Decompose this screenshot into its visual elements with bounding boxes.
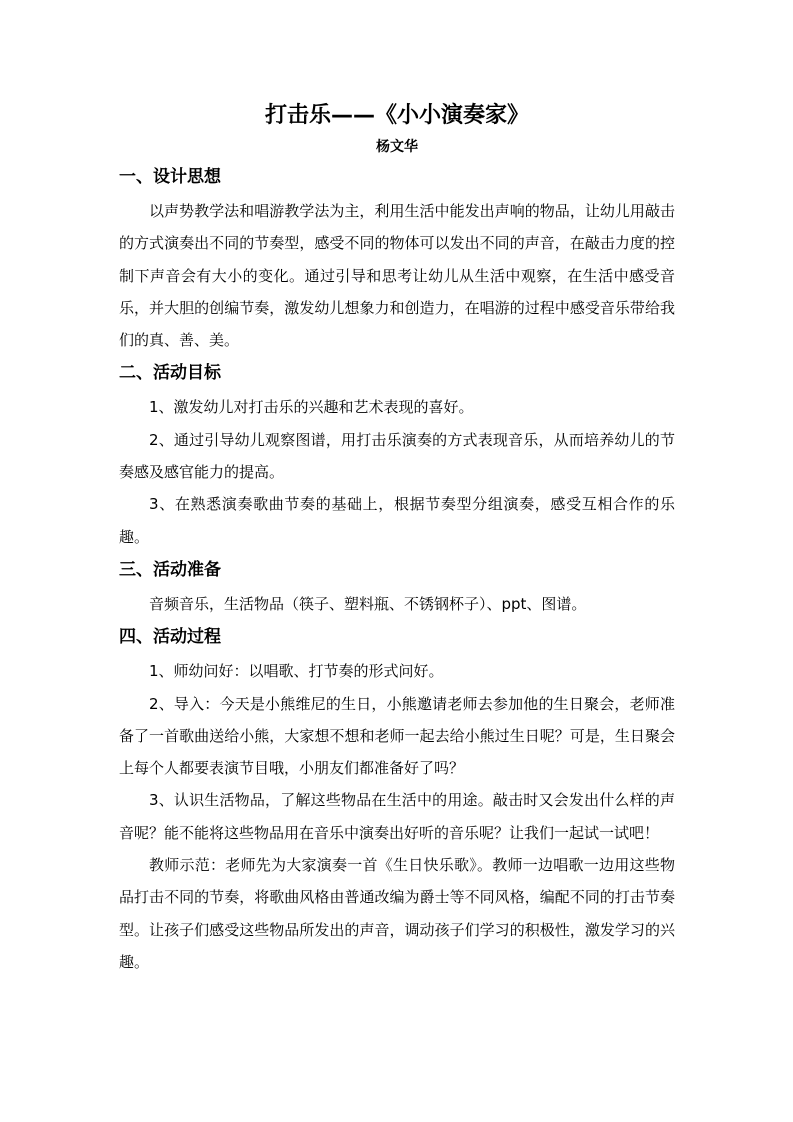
section-heading: 三、活动准备: [119, 559, 221, 580]
paragraph: 3、在熟悉演奏歌曲节奏的基础上，根据节奏型分组演奏，感受互相合作的乐趣。: [119, 495, 675, 546]
paragraph: 3、认识生活物品，了解这些物品在生活中的用途。敲击时又会发出什么样的声音呢？能不能将这些物品用在音乐中演奏出好听的音乐呢？让我们一起试一试吧！: [119, 791, 675, 842]
document-title: 打击乐——《小小演奏家》: [264, 103, 529, 128]
section-heading: 二、活动目标: [119, 363, 221, 384]
paragraph: 2、导入：今天是小熊维尼的生日，小熊邀请老师去参加他的生日聚会，老师准备了一首歌曲送给小熊，大家想不想和老师一起去给小熊过生日呢？可是，生日聚会上每个人都要表演节目哦，小朋友们都准备好了吗？: [119, 694, 675, 778]
document-page: [119, 96, 675, 978]
section-design-idea: [119, 166, 675, 356]
section-activity-goals: [119, 362, 675, 552]
paragraph: 教师示范：老师先为大家演奏一首《生日快乐歌》。教师一边唱歌一边用这些物品打击不同的节奏，将歌曲风格由普通改编为爵士等不同风格，编配不同的打击节奏型。让孩子们感受这些物品所发出的声音，调动孩子们学习的积极性，激发学习的兴趣。: [119, 856, 675, 971]
paragraph: 音频音乐，生活物品（筷子、塑料瓶、不锈钢杯子）、ppt、图谱。: [149, 594, 587, 613]
paragraph: 1、激发幼儿对打击乐的兴趣和艺术表现的喜好。: [149, 398, 474, 417]
document-author: 杨文华: [376, 139, 418, 155]
section-heading: 一、设计思想: [119, 167, 221, 187]
section-activity-process: [119, 626, 675, 978]
paragraph: 以声势教学法和唱游教学法为主，利用生活中能发出声响的物品，让幼儿用敲击的方式演奏出不同的节奏型，感受不同的物体可以发出不同的声音，在敲击力度的控制下声音会有大小的变化。通过引导和思考让幼儿从生活中观察，在生活中感受音乐，并大胆的创编节奏，激发幼儿想象力和创造力，在唱游的过程中感受音乐带给我们的真、善、美。: [119, 202, 675, 350]
paragraph: 2、通过引导幼儿观察图谱，用打击乐演奏的方式表现音乐，从而培养幼儿的节奏感及感官能力的提高。: [119, 430, 675, 482]
paragraph: 1、师幼问好：以唱歌、打节奏的形式问好。: [149, 662, 444, 681]
section-heading: 四、活动过程: [119, 627, 221, 648]
section-activity-preparation: [119, 559, 675, 620]
